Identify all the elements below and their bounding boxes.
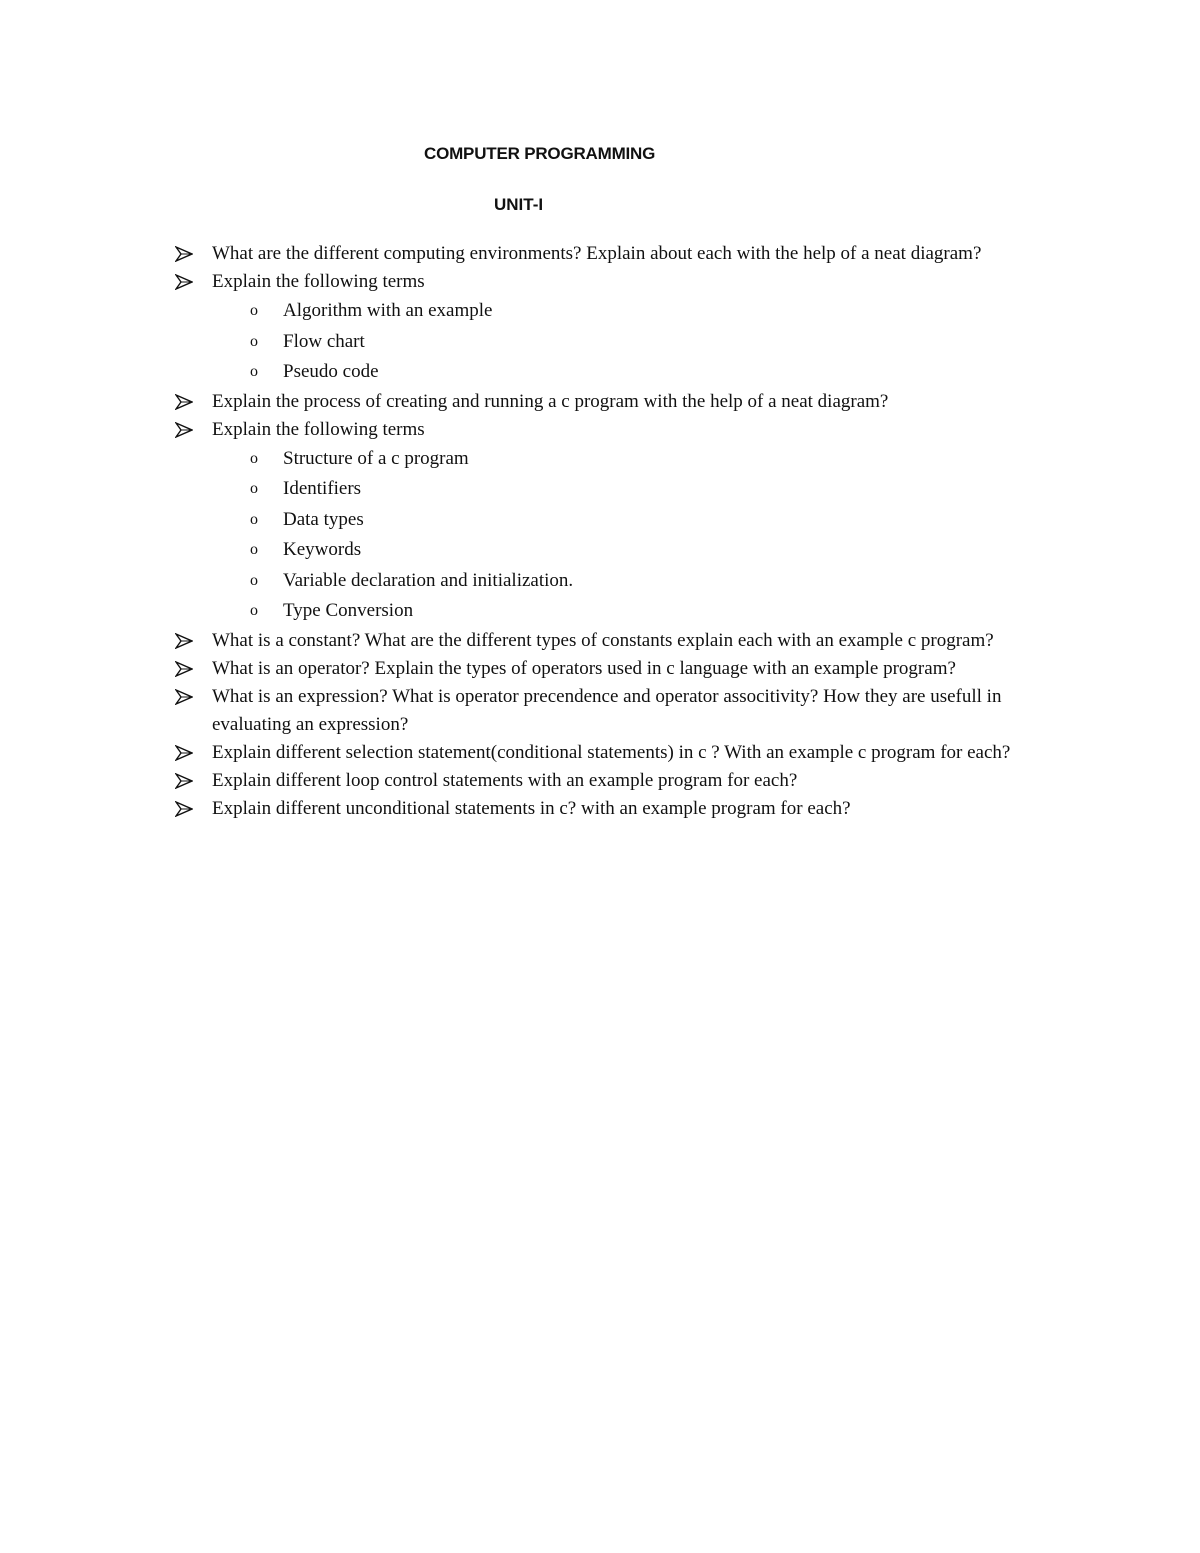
sub-item [175, 474, 1075, 505]
sub-item [175, 444, 1075, 475]
circle-bullet-icon: o [250, 363, 258, 380]
arrowhead-bullet-icon [175, 394, 193, 410]
unit-heading: UNIT-I [494, 195, 544, 214]
circle-bullet-icon: o [250, 571, 258, 589]
circle-bullet-icon: o [250, 480, 258, 497]
arrowhead-bullet-icon [175, 246, 193, 262]
sub-item [175, 296, 1075, 327]
question-list [175, 240, 1075, 823]
arrowhead-bullet-icon [175, 801, 193, 817]
sub-item-text: Structure of a c program [283, 447, 469, 469]
question-text: What is an operator? Explain the types of operators used in c language with an example program? [212, 657, 956, 679]
question-item [175, 388, 1075, 416]
sub-item [175, 535, 1075, 566]
arrowhead-bullet-icon [175, 689, 193, 705]
sub-item-text: Pseudo code [283, 361, 379, 382]
question-item [175, 655, 1075, 683]
question-item [175, 240, 1075, 268]
question-text: Explain different unconditional statements in c? with an example program for each? [212, 797, 851, 819]
arrowhead-bullet-icon [175, 661, 193, 677]
arrowhead-bullet-icon [175, 422, 193, 438]
circle-bullet-icon: o [250, 602, 258, 619]
sub-item-text: Variable declaration and initialization. [283, 569, 574, 591]
question-text: Explain the process of creating and running a c program with the help of a neat diagram? [212, 390, 889, 412]
arrowhead-bullet-icon [175, 773, 193, 789]
arrowhead-bullet-icon [175, 745, 193, 761]
question-item [175, 795, 1075, 823]
document-title: COMPUTER PROGRAMMING [424, 144, 656, 163]
arrowhead-bullet-icon [175, 274, 193, 290]
question-text: What is an expression? What is operator precendence and operator associtivity? How they are usefull in evaluating an expression? [212, 685, 1002, 735]
circle-bullet-icon: o [250, 449, 258, 467]
question-text: Explain the following terms [212, 271, 425, 292]
sub-item-text: Identifiers [283, 478, 362, 499]
question-item [175, 739, 1075, 767]
circle-bullet-icon: o [250, 541, 258, 558]
sub-item [175, 327, 1075, 358]
question-text: Explain different selection statement(conditional statements) in c ? With an example c program for each? [212, 741, 1011, 763]
circle-bullet-icon: o [250, 332, 258, 350]
question-text: Explain the following terms [212, 418, 425, 440]
question-text: Explain different loop control statements with an example program for each? [212, 769, 798, 791]
sub-item-text: Algorithm with an example [283, 300, 493, 321]
question-text: What are the different computing environments? Explain about each with the help of a neat diagram? [212, 243, 982, 264]
question-text: What is a constant? What are the different types of constants explain each with an example c program? [212, 629, 994, 651]
question-item [175, 416, 1075, 444]
sub-item [175, 596, 1075, 627]
question-item [175, 767, 1075, 795]
sub-item-text: Flow chart [283, 330, 365, 352]
sub-item [175, 505, 1075, 536]
circle-bullet-icon: o [250, 302, 258, 319]
sub-item [175, 566, 1075, 597]
sub-item-text: Data types [283, 508, 364, 530]
question-item [175, 627, 1075, 655]
circle-bullet-icon: o [250, 510, 258, 528]
arrowhead-bullet-icon [175, 633, 193, 649]
question-item [175, 683, 1075, 739]
sub-item-text: Keywords [283, 539, 362, 560]
sub-item-text: Type Conversion [283, 600, 414, 621]
sub-item [175, 357, 1075, 388]
question-item [175, 268, 1075, 296]
